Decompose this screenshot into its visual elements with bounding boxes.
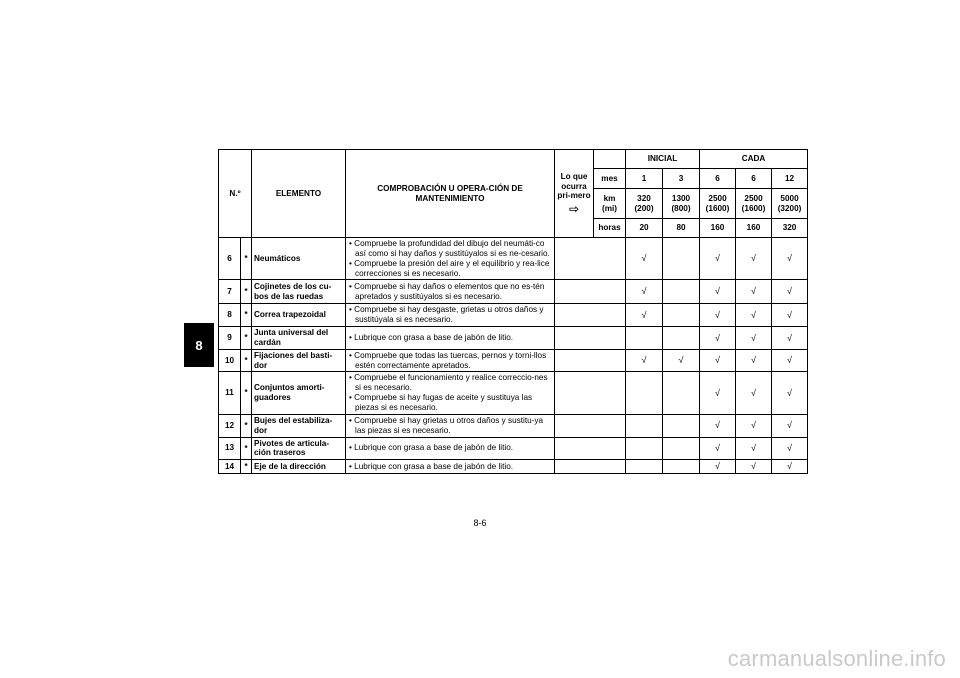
row-blank [555,280,626,304]
row-item: Correa trapezoidal [252,304,346,327]
row-mark: * [241,414,252,437]
interval-tick: √ [772,238,808,280]
interval-tick: √ [772,304,808,327]
row-item: Eje de la dirección [252,460,346,474]
check-item: • Compruebe si hay fugas de aceite y sustituya las piezas si es necesario. [348,393,552,413]
header-cell: 6 [736,169,772,189]
interval-tick [626,437,663,460]
header-whichever [555,150,594,238]
check-item: • Lubrique con grasa a base de jabón de litio. [348,443,552,453]
interval-tick: √ [772,349,808,372]
interval-tick [663,372,700,414]
interval-tick: √ [736,460,772,474]
row-checks [346,238,555,280]
table-row [219,349,808,372]
interval-tick: √ [772,437,808,460]
interval-tick [626,414,663,437]
table-body [219,238,808,474]
header-blank [594,150,626,169]
row-number: 10 [219,349,241,372]
interval-tick: √ [700,280,736,304]
header-cell: 5000 (3200) [772,189,808,219]
interval-tick: √ [700,460,736,474]
row-checks [346,304,555,327]
row-checks [346,372,555,414]
row-item: Bujes del estabiliza-dor [252,414,346,437]
check-list [348,443,552,453]
row-checks [346,349,555,372]
row-blank [555,414,626,437]
row-mark: * [241,327,252,350]
interval-tick: √ [700,349,736,372]
row-mark: * [241,460,252,474]
row-blank [555,327,626,350]
header-cell: 1 [626,169,663,189]
header-cell: 160 [736,219,772,238]
row-mark: * [241,280,252,304]
maintenance-table [218,149,808,474]
table-row [219,372,808,414]
row-mark: * [241,304,252,327]
table-row [219,327,808,350]
row-checks [346,437,555,460]
check-item: • Compruebe si hay grietas u otros daños y sustitu-ya las piezas si es necesario. [348,416,552,436]
header-cell: 6 [700,169,736,189]
header-cell: 20 [626,219,663,238]
interval-tick: √ [736,238,772,280]
row-blank [555,349,626,372]
header-cell: 320 [772,219,808,238]
row-item: Neumáticos [252,238,346,280]
interval-tick: √ [736,349,772,372]
check-item: • Compruebe el funcionamiento y realice correccio-nes si es necesario. [348,373,552,393]
check-item: • Compruebe la presión del aire y el equilibrio y rea-lice correcciones si es necesario. [348,259,552,279]
interval-tick [663,238,700,280]
interval-tick: √ [700,304,736,327]
row-mark: * [241,238,252,280]
interval-tick [663,280,700,304]
interval-tick [663,460,700,474]
header-cell: 12 [772,169,808,189]
header-whichever-text: Lo que ocurra pri-mero [557,171,591,201]
table-row [219,460,808,474]
interval-tick: √ [626,238,663,280]
interval-tick: √ [772,327,808,350]
header-item: ELEMENTO [252,150,346,238]
row-blank [555,238,626,280]
row-blank [555,460,626,474]
row-mark: * [241,437,252,460]
row-number: 6 [219,238,241,280]
header-cell: 3 [663,169,700,189]
header-cell: 1300 (800) [663,189,700,219]
check-list [348,333,552,343]
interval-tick: √ [772,372,808,414]
row-item: Fijaciones del basti-dor [252,349,346,372]
check-list [348,305,552,325]
check-item: • Compruebe si hay daños o elementos que no es-tén apretados y sustitúyalos si es necesario. [348,282,552,302]
check-item: • Lubrique con grasa a base de jabón de litio. [348,333,552,343]
row-checks [346,327,555,350]
row-item: Conjuntos amorti-guadores [252,372,346,414]
arrow-right-icon: ⇨ [568,202,580,217]
interval-tick: √ [663,349,700,372]
row-number: 9 [219,327,241,350]
interval-tick: √ [626,304,663,327]
row-item: Junta universal del cardán [252,327,346,350]
interval-tick: √ [736,437,772,460]
header-row-label: km (mi) [594,189,626,219]
interval-tick [663,304,700,327]
table-row [219,280,808,304]
interval-tick: √ [700,238,736,280]
interval-tick: √ [736,372,772,414]
interval-tick: √ [700,414,736,437]
check-list [348,351,552,371]
row-mark: * [241,349,252,372]
interval-tick: √ [736,327,772,350]
row-item: Pivotes de articula-ción traseros [252,437,346,460]
check-list [348,416,552,436]
table-row [219,414,808,437]
row-mark: * [241,372,252,414]
header-cell: 80 [663,219,700,238]
header-cell: 320 (200) [626,189,663,219]
row-number: 14 [219,460,241,474]
check-item: • Compruebe si hay desgaste, grietas u otros daños y sustitúyala si es necesario. [348,305,552,325]
interval-tick [663,437,700,460]
row-checks [346,460,555,474]
row-number: 7 [219,280,241,304]
interval-tick: √ [736,280,772,304]
watermark: carmanualsonline.info [727,646,946,671]
header-no: N.º [219,150,252,238]
row-number: 8 [219,304,241,327]
row-number: 12 [219,414,241,437]
header-cell: 160 [700,219,736,238]
header-row-label: horas [594,219,626,238]
row-blank [555,372,626,414]
interval-tick [663,414,700,437]
interval-tick: √ [772,460,808,474]
row-checks [346,414,555,437]
interval-tick [626,327,663,350]
interval-tick: √ [772,414,808,437]
check-list [348,239,552,278]
table-row [219,304,808,327]
interval-tick: √ [626,280,663,304]
interval-tick: √ [736,414,772,437]
check-list [348,282,552,302]
interval-tick: √ [736,304,772,327]
interval-tick: √ [700,372,736,414]
header-every: CADA [700,150,808,169]
interval-tick [626,460,663,474]
header-check: COMPROBACIÓN U OPERA-CIÓN DE MANTENIMIENTO [346,150,555,238]
header-cell: 2500 (1600) [700,189,736,219]
check-list [348,462,552,472]
page-number: 8-6 [473,518,487,528]
header-row-label: mes [594,169,626,189]
table-row [219,437,808,460]
interval-tick: √ [700,437,736,460]
row-number: 11 [219,372,241,414]
check-item: • Lubrique con grasa a base de jabón de litio. [348,462,552,472]
table-row [219,238,808,280]
chapter-tab: 8 [184,323,214,367]
interval-tick [663,327,700,350]
check-item: • Compruebe la profundidad del dibujo del neumáti-co así como si hay daños y sustitúyalos si es ne-cesario. [348,239,552,259]
row-blank [555,437,626,460]
row-item: Cojinetes de los cu-bos de las ruedas [252,280,346,304]
check-item: • Compruebe que todas las tuercas, pernos y torni-llos estén correctamente apretados. [348,351,552,371]
header-initial: INICIAL [626,150,700,169]
header-cell: 2500 (1600) [736,189,772,219]
check-list [348,373,552,412]
interval-tick: √ [626,349,663,372]
row-checks [346,280,555,304]
row-blank [555,304,626,327]
interval-tick: √ [772,280,808,304]
interval-tick [626,372,663,414]
row-number: 13 [219,437,241,460]
interval-tick: √ [700,327,736,350]
